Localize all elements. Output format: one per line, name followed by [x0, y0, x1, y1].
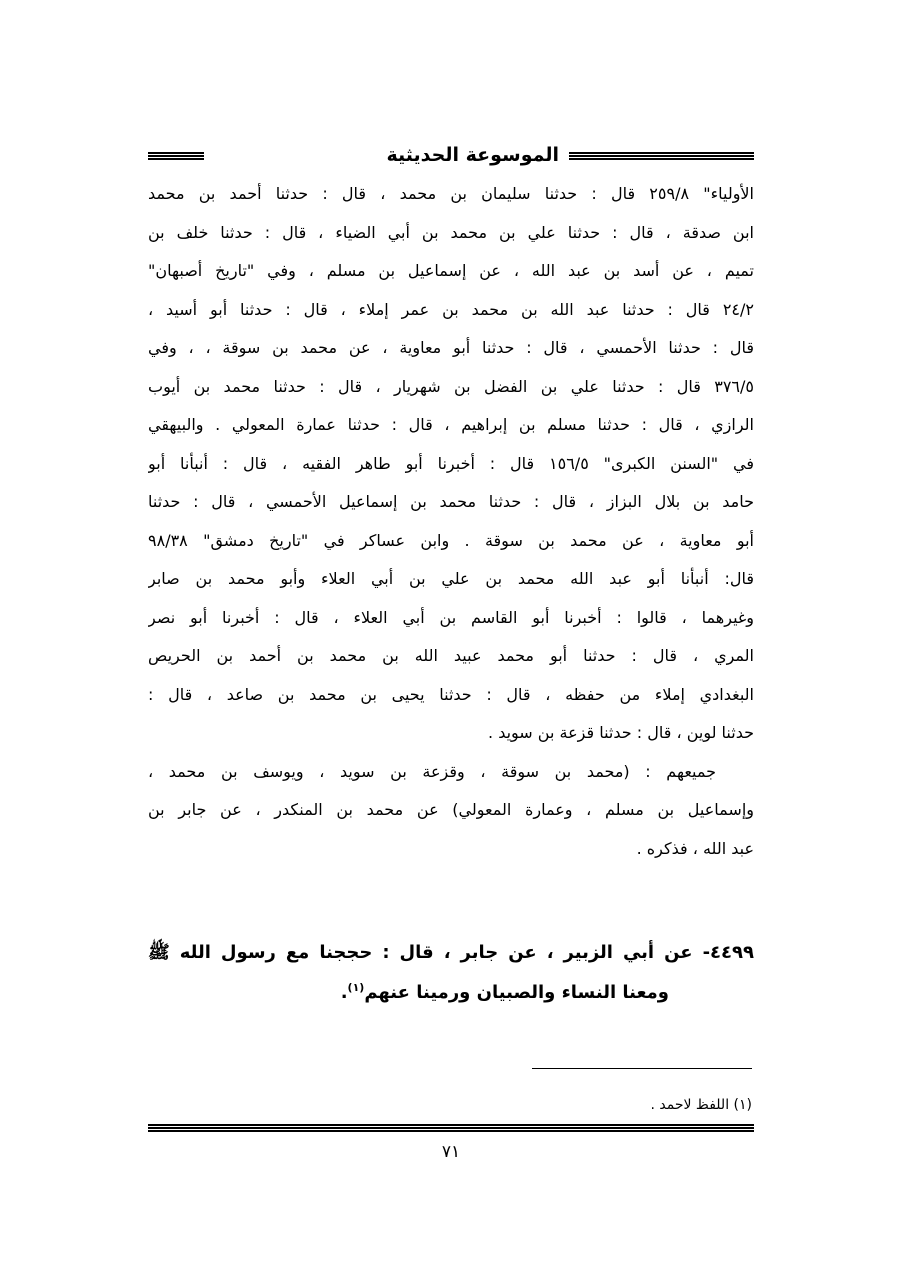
- running-header: [148, 142, 754, 172]
- body-line: المري ، قال : حدثنا أبو محمد عبيد الله بن محمد بن أحمد بن الحريص: [148, 646, 754, 665]
- body-line: ابن صدقة ، قال : حدثنا علي بن محمد بن أبي الضياء ، قال : حدثنا خلف بن: [148, 222, 754, 242]
- body-line: ٣٧٦/٥ قال : حدثنا علي بن الفضل بن شهريار ، قال : حدثنا محمد بن أيوب: [148, 376, 754, 396]
- footnote-marker[interactable]: (١): [347, 981, 365, 994]
- body-line: حامد بن بلال البزاز ، قال : حدثنا محمد بن إسماعيل الأحمسي ، قال : حدثنا: [148, 492, 754, 511]
- body-line: البغدادي إملاء من حفظه ، قال : حدثنا يحيى بن محمد بن صاعد ، قال :: [148, 684, 754, 704]
- footer-rule: [148, 1124, 754, 1132]
- body-line: قال : حدثنا الأحمسي ، قال : حدثنا أبو معاوية ، عن محمد بن سوقة ، ، وفي: [148, 338, 754, 357]
- body-line: في "السنن الكبرى" ١٥٦/٥ قال : أخبرنا أبو طاهر الفقيه ، قال : أنبأنا أبو: [148, 453, 754, 473]
- hadith-line-2-text: ومعنا النساء والصبيان ورمينا عنهم: [364, 982, 669, 1003]
- summary-line: عبد الله ، فذكره .: [636, 838, 754, 858]
- header-rule-left: [148, 152, 204, 160]
- body-line: تميم ، عن أسد بن عبد الله ، عن إسماعيل بن مسلم ، وفي "تاريخ أصبهان": [148, 261, 754, 280]
- footnote-separator: [532, 1068, 752, 1069]
- body-line: حدثنا لوين ، قال : حدثنا قزعة بن سويد .: [488, 723, 754, 742]
- header-title: الموسوعة الحديثية: [377, 142, 570, 168]
- body-line: الأولياء" ٢٥٩/٨ قال : حدثنا سليمان بن محمد ، قال : حدثنا أحمد بن محمد: [148, 184, 754, 203]
- summary-line: جميعهم : (محمد بن سوقة ، وقزعة بن سويد ، ويوسف بن محمد ،: [148, 761, 716, 781]
- footnote: (١) اللفظ لاحمد .: [650, 1097, 752, 1113]
- hadith-line-2: [148, 973, 754, 1013]
- body-line: أبو معاوية ، عن محمد بن سوقة . وابن عساكر في "تاريخ دمشق" ٩٨/٣٨: [148, 530, 754, 550]
- body-line: قال: أنبأنا أبو عبد الله محمد بن علي بن أبي العلاء وأبو محمد بن صابر: [148, 569, 754, 588]
- body-line: الرازي ، قال : حدثنا مسلم بن إبراهيم ، قال : حدثنا عمارة المعولي . والبيهقي: [148, 415, 754, 434]
- body-line: وغيرهما ، قالوا : أخبرنا أبو القاسم بن أبي العلاء ، قال : أخبرنا أبو نصر: [148, 607, 754, 627]
- hadith-text: [148, 933, 754, 1013]
- body-line: ٢٤/٢ قال : حدثنا عبد الله بن محمد بن عمر إملاء ، قال : حدثنا أبو أسيد ،: [148, 299, 754, 319]
- summary-line: وإسماعيل بن مسلم ، وعمارة المعولي) عن محمد بن المنكدر ، عن جابر بن: [148, 800, 754, 819]
- hadith-line-1: ٤٤٩٩- عن أبي الزبير ، عن جابر ، قال : حججنا مع رسول الله ﷺ: [148, 942, 754, 963]
- hadith-line-2-end: .: [340, 982, 348, 1003]
- body-text: [148, 175, 754, 868]
- page-number: ٧١: [441, 1142, 461, 1162]
